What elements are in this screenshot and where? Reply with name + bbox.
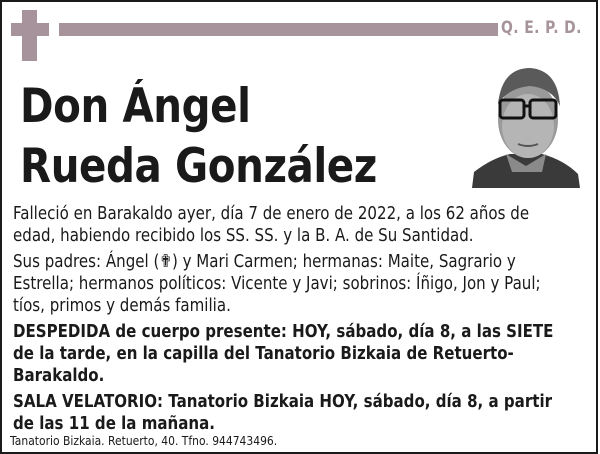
funeral-home-contact: Tanatorio Bizkaia. Retuerto, 40. Tfno. 944743496. — [10, 433, 278, 448]
portrait-icon — [472, 62, 580, 188]
family-list: Sus padres: Ángel (✟) y Mari Carmen; hermanas: Maite, Sagrario y Estrella; hermanos políticos: Vicente y Javi; sobrinos: Íñigo, Jon y Paul; tíos, primos y demás familia. — [13, 252, 541, 316]
name-line-1: Don Ángel — [20, 79, 251, 134]
header-rule — [59, 23, 498, 36]
deceased-cross-icon: ✟ — [159, 252, 172, 272]
deceased-name — [20, 77, 377, 197]
name-line-2: Rueda González — [20, 139, 377, 194]
death-notice: Falleció en Barakaldo ayer, día 7 de enero de 2022, a los 62 años de edad, habiendo recibido los SS. SS. y la B. A. de Su Santidad. — [13, 204, 530, 246]
wake-room-info: SALA VELATORIO: Tanatorio Bizkaia HOY, sábado, día 8, a partir de las 11 de la mañana. — [13, 392, 553, 434]
cross-icon-horizontal — [11, 23, 49, 36]
qepd-label: Q. E. P. D. — [501, 18, 582, 38]
portrait-photo — [472, 62, 580, 188]
obituary-body — [13, 203, 563, 439]
farewell-info: DESPEDIDA de cuerpo presente: HOY, sábado, día 8, a las SIETE de la tarde, en la capilla del Tanatorio Bizkaia de Retuerto-Barakaldo. — [13, 322, 554, 386]
